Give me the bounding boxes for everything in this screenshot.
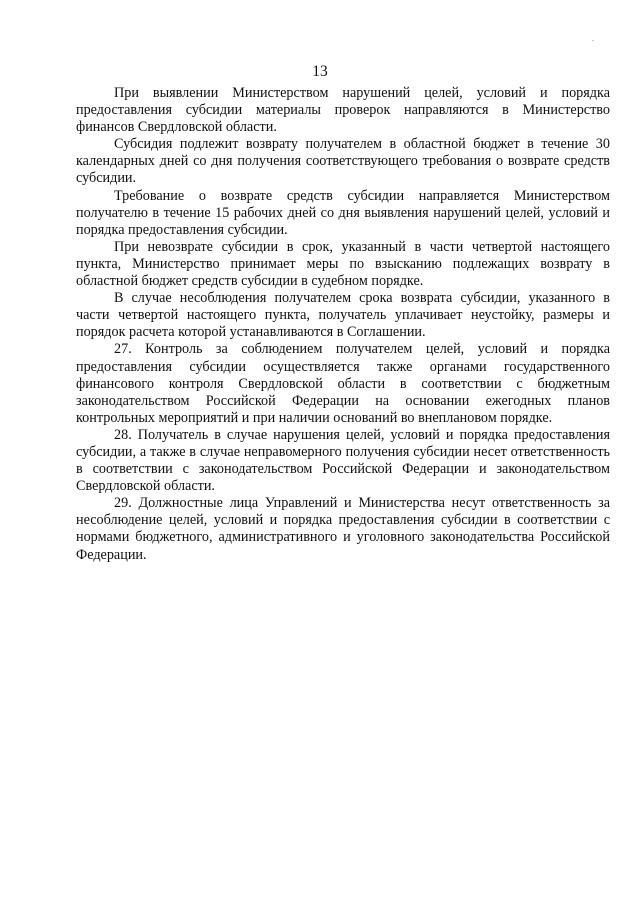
paragraph-penalty: В случае несоблюдения получателем срока возврата субсидии, указанного в части четвертой настоящего пункта, получатель уплачивает неустойку, размеры и порядок расчета которой устанавливаются в Соглашении.	[76, 290, 610, 341]
page-number: 13	[312, 63, 328, 80]
paragraph-return-requirement: Требование о возврате средств субсидии направляется Министерством получателю в течение 15 рабочих дней со дня выявления нарушений целей, условий и порядка предоставления субсидии.	[76, 187, 610, 238]
paragraph-28-responsibility: 28. Получатель в случае нарушения целей, условий и порядка предоставления субсидии, а также в случае неправомерного получения субсидии несет ответственность в соответствии с законодательством Российской Федерации и законодательством Свердловской области.	[76, 426, 610, 495]
corner-mark: .	[592, 34, 594, 43]
paragraph-subsidy-return: Субсидия подлежит возврату получателем в областной бюджет в течение 30 календарных дней со дня получения соответствующего требования о возврате средств субсидии.	[76, 136, 610, 187]
document-body	[76, 85, 610, 564]
paragraph-29-officials: 29. Должностные лица Управлений и Министерства несут ответственность за несоблюдение целей, условий и порядка предоставления субсидии в соответствии с нормами бюджетного, административного и уголовного законодательства Российской Федерации.	[76, 495, 610, 563]
paragraph-27-control: 27. Контроль за соблюдением получателем целей, условий и порядка предоставления субсидии осуществляется также органами государственного финансового контроля Свердловской области в соответствии с бюджетным законодательством Российской Федерации на основании ежегодных планов контрольных мероприятий и при наличии оснований во внеплановом порядке.	[76, 341, 610, 426]
paragraph-non-return-measures: При невозврате субсидии в срок, указанный в части четвертой настоящего пункта, Министерство принимает меры по взысканию подлежащих возврату в областной бюджет средств субсидии в судебном порядке.	[76, 238, 610, 290]
paragraph-violation-materials: При выявлении Министерством нарушений целей, условий и порядка предоставления субсидии материалы проверок направляются в Министерство финансов Свердловской области.	[76, 85, 610, 136]
